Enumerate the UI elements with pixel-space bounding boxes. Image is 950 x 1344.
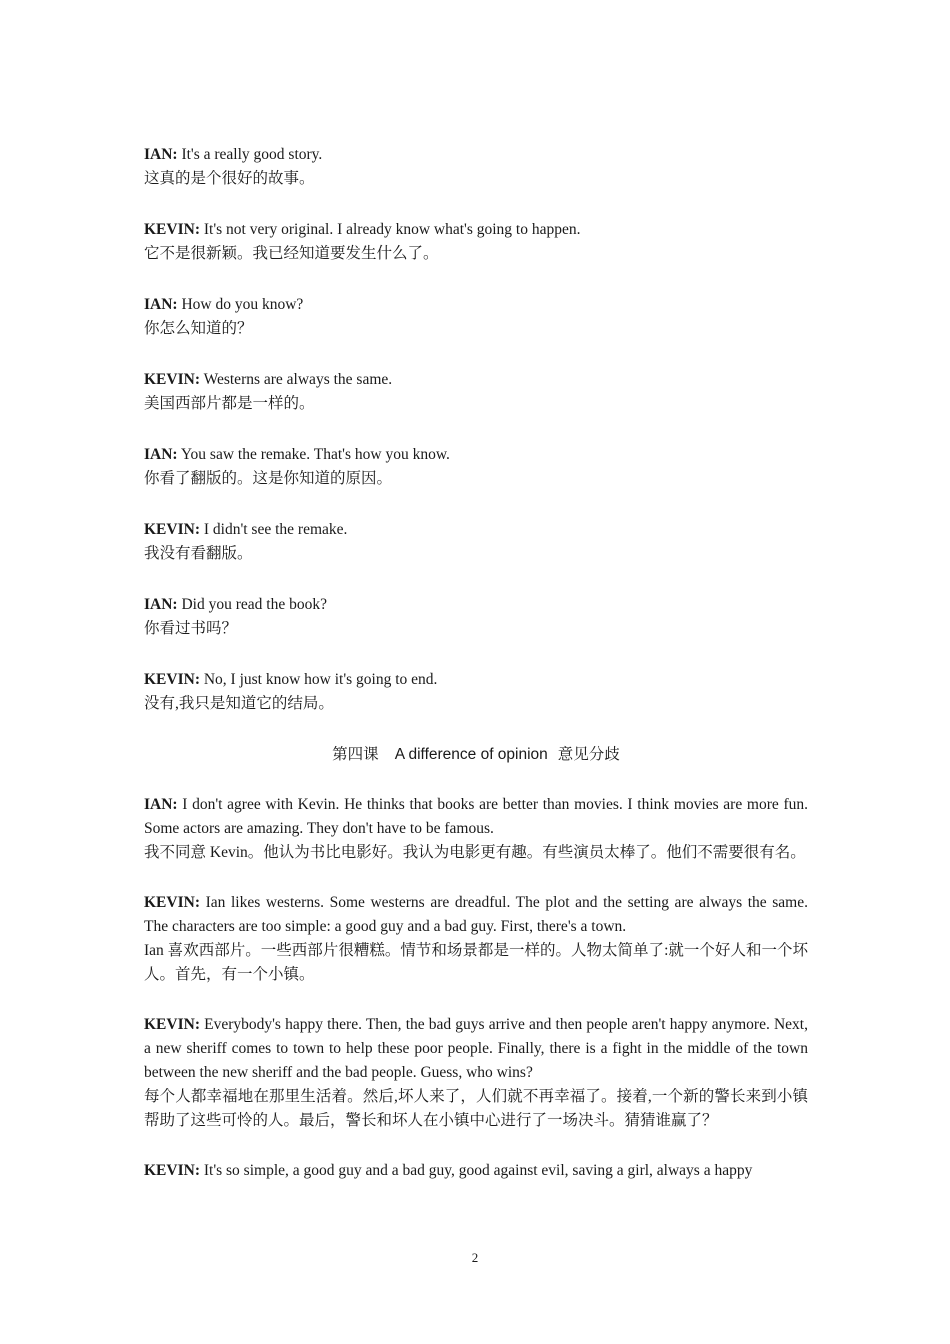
dialogue-english	[144, 218, 808, 242]
english-line: No, I just know how it's going to end.	[199, 671, 438, 688]
dialogue-entry	[144, 793, 808, 865]
chinese-translation: 我不同意 Kevin。他认为书比电影好。我认为电影更有趣。有些演员太棒了。他们不需要很有名。	[144, 844, 806, 861]
lesson-number: 第四课	[332, 746, 379, 763]
lesson-heading	[144, 743, 808, 767]
chinese-translation: 你怎么知道的？	[144, 320, 253, 337]
dialogue-english	[144, 443, 808, 467]
dialogue-entry	[144, 1159, 808, 1183]
lesson-title-chinese: 意见分歧	[557, 746, 620, 763]
page-number: 2	[471, 1250, 479, 1265]
speaker-name: IAN:	[144, 296, 178, 313]
english-line: It's a really good story.	[177, 146, 323, 163]
document-body	[144, 143, 808, 1209]
english-line: Westerns are always the same.	[199, 371, 393, 388]
speaker-name: KEVIN:	[144, 894, 200, 911]
dialogue-english	[144, 668, 808, 692]
chinese-translation: 我没有看翻版。	[144, 545, 253, 562]
chinese-translation: 没有,我只是知道它的结局。	[144, 695, 334, 712]
english-line: You saw the remake. That's how you know.	[177, 446, 450, 463]
english-line: It's so simple, a good guy and a bad guy, good against evil, saving a girl, always a happy	[199, 1162, 753, 1179]
chinese-translation: 它不是很新颖。我已经知道要发生什么了。	[144, 245, 439, 262]
dialogue-english	[144, 1159, 808, 1183]
chinese-translation: Ian 喜欢西部片。一些西部片很糟糕。情节和场景都是一样的。人物太简单了:就一个好人和一个坏人。首先，有一个小镇。	[144, 942, 808, 983]
dialogue-entry	[144, 293, 808, 341]
dialogue-entry	[144, 143, 808, 191]
dialogue-english	[144, 518, 808, 542]
speaker-name: IAN:	[144, 796, 178, 813]
english-line: It's not very original. I already know what's going to happen.	[199, 221, 581, 238]
speaker-name: KEVIN:	[144, 671, 200, 688]
speaker-name: IAN:	[144, 446, 178, 463]
english-line: I don't agree with Kevin. He thinks that books are better than movies. I think movies are more fun. Some actors are amazing. They don't have to be famous.	[144, 796, 808, 837]
chinese-translation: 你看过书吗？	[144, 620, 238, 637]
dialogue-entry	[144, 668, 808, 716]
dialogue-english	[144, 593, 808, 617]
speaker-name: KEVIN:	[144, 221, 200, 238]
dialogue-entry	[144, 1013, 808, 1133]
speaker-name: KEVIN:	[144, 1162, 200, 1179]
dialogue-entry	[144, 368, 808, 416]
speaker-name: IAN:	[144, 596, 178, 613]
dialogue-entry	[144, 518, 808, 566]
dialogue-english	[144, 368, 808, 392]
speaker-name: IAN:	[144, 146, 178, 163]
speaker-name: KEVIN:	[144, 1016, 200, 1033]
chinese-translation: 这真的是个很好的故事。	[144, 170, 315, 187]
dialogue-english	[144, 1013, 808, 1085]
dialogue-section-2	[144, 793, 808, 1183]
english-line: Did you read the book?	[177, 596, 327, 613]
english-line: Everybody's happy there. Then, the bad guys arrive and then people aren't happy anymore. Next, a new sheriff comes to town to help these poor people. Finally, there is a fight in the middle of the town between the new sheriff and the bad people. Guess, who wins?	[144, 1016, 808, 1081]
english-line: I didn't see the remake.	[199, 521, 348, 538]
speaker-name: KEVIN:	[144, 521, 200, 538]
dialogue-english	[144, 143, 808, 167]
chinese-translation: 美国西部片都是一样的。	[144, 395, 315, 412]
dialogue-english	[144, 293, 808, 317]
dialogue-entry	[144, 443, 808, 491]
dialogue-entry	[144, 891, 808, 987]
chinese-translation: 你看了翻版的。这是你知道的原因。	[144, 470, 393, 487]
speaker-name: KEVIN:	[144, 371, 200, 388]
english-line: How do you know?	[177, 296, 304, 313]
dialogue-entry	[144, 593, 808, 641]
dialogue-english	[144, 793, 808, 841]
dialogue-section-1	[144, 143, 808, 716]
lesson-title-english: A difference of opinion	[394, 746, 548, 763]
dialogue-english	[144, 891, 808, 939]
english-line: Ian likes westerns. Some westerns are dreadful. The plot and the setting are always the same. The characters are too simple: a good guy and a bad guy. First, there's a town.	[144, 894, 808, 935]
dialogue-entry	[144, 218, 808, 266]
chinese-translation: 每个人都幸福地在那里生活着。然后,坏人来了，人们就不再幸福了。接着,一个新的警长来到小镇帮助了这些可怜的人。最后，警长和坏人在小镇中心进行了一场决斗。猜猜谁赢了？	[144, 1088, 808, 1129]
